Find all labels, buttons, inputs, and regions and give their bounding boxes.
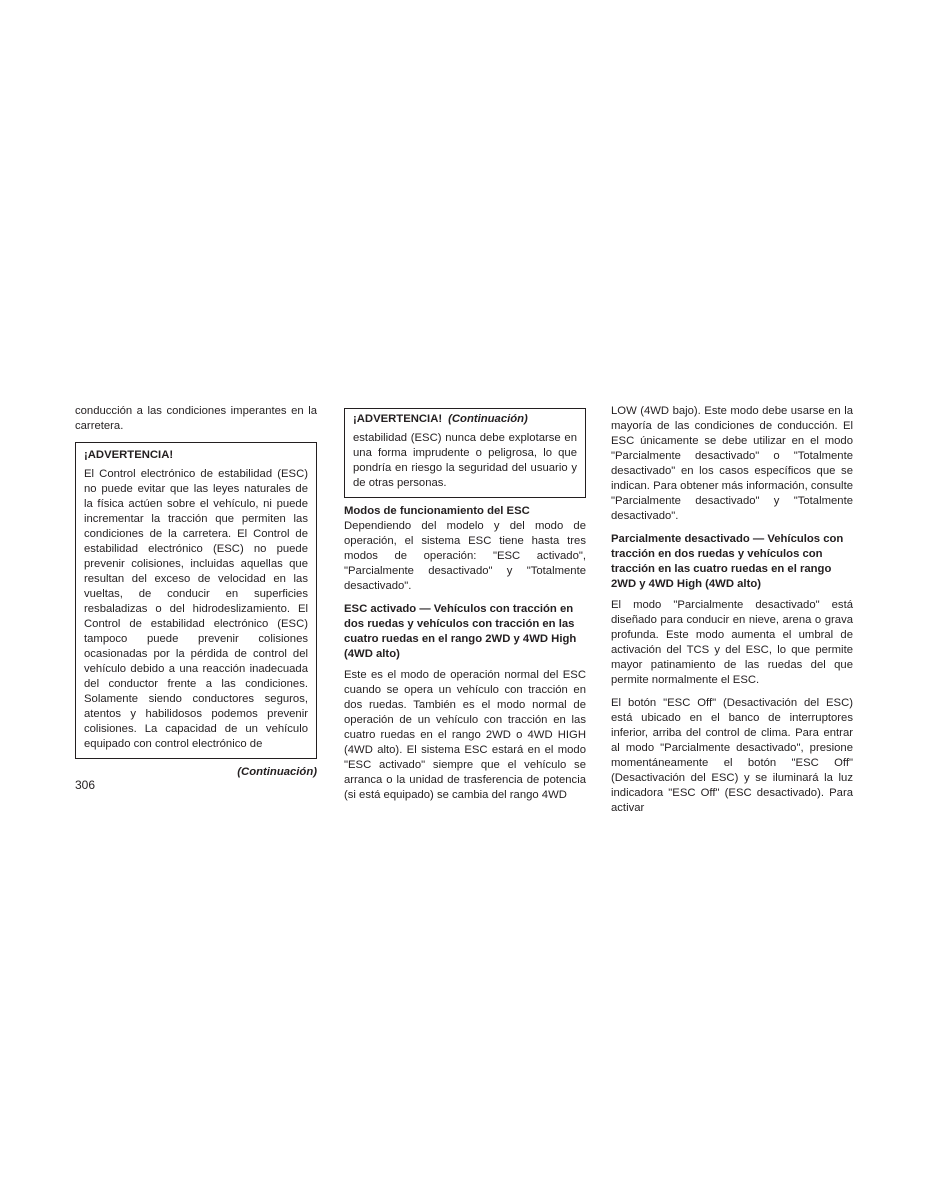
section-body: El modo "Parcialmente desactivado" está diseñado para conducir en nieve, arena o grava profunda. Este modo aumenta el umbral de activación del TCS y del ESC, lo que permite mayor patinamiento de las ruedas del que permite normalmente el ESC. bbox=[611, 599, 853, 686]
section-esc-modes bbox=[344, 504, 586, 594]
continued-label: (Continuación) bbox=[237, 766, 317, 778]
warning-box-continued bbox=[344, 408, 586, 498]
intro-paragraph: LOW (4WD bajo). Este modo debe usarse en la mayoría de las condiciones de conducción. El ESC únicamente se debe utilizar en el modo "Parcialmente desactivado" o "Totalmente desactivado" en los casos específicos que se indican. Para obtener más información, consulte "Parcialmente desactivado" y "Totalmente desactivado". bbox=[611, 405, 853, 522]
warning-body: El Control electrónico de estabilidad (ESC) no puede evitar que las leyes naturales de la física actúen sobre el vehículo, ni puede incrementar la tracción que permiten las condiciones de la carretera. El Control de estabilidad electrónico (ESC) no puede prevenir colisiones, incluidas aquellas que resultan del exceso de velocidad en las vueltas, de conducir en superficies resbaladizas o del hidrodeslizamiento. El Control de estabilidad electrónico (ESC) tampoco puede prevenir colisiones ocasionadas por la pérdida de control del vehículo debido a una reacción inadecuada del conductor frente a las condiciones. Solamente siendo conductores seguros, atentos y habilidosos podemos prevenir colisiones. La capacidad de un vehículo equipado con control electrónico de bbox=[84, 468, 308, 750]
section-body: Dependiendo del modelo y del modo de operación, el sistema ESC tiene hasta tres modos de operación: "ESC activado", "Parcialmente desactivado" y "Totalmente desactivado". bbox=[344, 520, 586, 592]
section-heading: ESC activado — Vehículos con tracción en dos ruedas y vehículos con tracción en las cuatro ruedas en el rango 2WD y 4WD High (4WD alto) bbox=[344, 603, 577, 660]
middle-column bbox=[344, 404, 586, 803]
page-number: 306 bbox=[75, 778, 96, 792]
left-column bbox=[75, 404, 317, 780]
section-heading: Parcialmente desactivado — Vehículos con tracción en dos ruedas y vehículos con tracción en las cuatro ruedas en el rango 2WD y 4WD High (4WD alto) bbox=[611, 533, 844, 590]
right-column bbox=[611, 404, 853, 816]
section-heading: Modos de funcionamiento del ESC bbox=[344, 505, 530, 517]
section-body: El botón "ESC Off" (Desactivación del ESC) está ubicado en el banco de interruptores inferior, arriba del control de clima. Para entrar al modo "Parcialmente desactivado", presione momentáneamente el botón "ESC Off" (Desactivación del ESC) y se iluminará la luz indicadora "ESC Off" (ESC desactivado). Para activar bbox=[611, 697, 853, 814]
intro-paragraph: conducción a las condiciones imperantes en la carretera. bbox=[75, 405, 317, 432]
section-body: Este es el modo de operación normal del ESC cuando se opera un vehículo con tracción en dos ruedas. También es el modo normal de operación de un vehículo con tracción en las cuatro ruedas en el rango 2WD o 4WD HIGH (4WD alto). El sistema ESC estará en el modo "ESC activado" siempre que el vehículo se arranca o la unidad de trasferencia de potencia (si está equipado) se cambia del rango 4WD bbox=[344, 669, 586, 801]
warning-title: ¡ADVERTENCIA! bbox=[84, 449, 174, 461]
warning-title-suffix: (Continuación) bbox=[448, 413, 528, 425]
warning-title bbox=[353, 412, 577, 427]
warning-body: estabilidad (ESC) nunca debe explotarse en una forma imprudente o peligrosa, lo que pondría en riesgo la seguridad del usuario y de otras personas. bbox=[353, 432, 577, 489]
warning-title-text: ¡ADVERTENCIA! bbox=[353, 413, 443, 425]
warning-box bbox=[75, 442, 317, 759]
